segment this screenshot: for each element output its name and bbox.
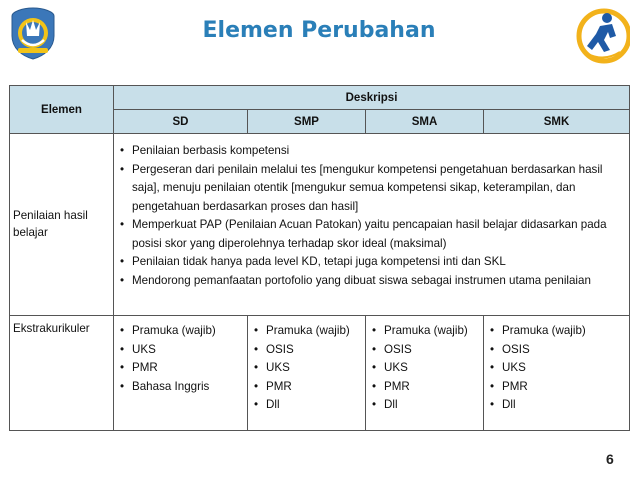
list-item: • UKS xyxy=(372,359,479,378)
ekstra-smp xyxy=(248,316,366,431)
list-item: • PMR xyxy=(120,359,243,378)
list-item: • PMR xyxy=(372,378,479,397)
list-item: • Pramuka (wajib) xyxy=(120,322,243,341)
header-elemen: Elemen xyxy=(10,86,114,134)
list-item: • Bahasa Inggris xyxy=(120,378,243,397)
list-item: • PMR xyxy=(254,378,361,397)
header-smp: SMP xyxy=(248,110,366,134)
page-title: Elemen Perubahan xyxy=(202,18,436,43)
header-deskripsi: Deskripsi xyxy=(114,86,630,110)
list-item: • OSIS xyxy=(254,341,361,360)
list-item: • UKS xyxy=(120,341,243,360)
list-item: • Dll xyxy=(490,396,625,415)
header-smk: SMK xyxy=(484,110,630,134)
list-item: • OSIS xyxy=(372,341,479,360)
list-item: • UKS xyxy=(254,359,361,378)
list-item: • Dll xyxy=(254,396,361,415)
page-number: 6 xyxy=(606,451,614,467)
elemen-table xyxy=(9,85,630,431)
list-item: • Pergeseran dari penilain melalui tes [mengukur kompetensi pengetahuan berdasarkan hasil saja], menuju penilaian otentik [mengukur semua kompetensi sikap, keterampilan, dan pengetahuan berdasarkan proses dan hasil] xyxy=(120,161,625,217)
ekstra-sd xyxy=(114,316,248,431)
list-item: • Mendorong pemanfaatan portofolio yang dibuat siswa sebagai instrumen utama penilaian xyxy=(120,272,625,291)
list-item: • Pramuka (wajib) xyxy=(490,322,625,341)
list-item: • Penilaian berbasis kompetensi xyxy=(120,142,625,161)
ekstra-sma xyxy=(366,316,484,431)
list-item: • OSIS xyxy=(490,341,625,360)
list-item: • Pramuka (wajib) xyxy=(254,322,361,341)
list-item: • UKS xyxy=(490,359,625,378)
list-item: • PMR xyxy=(490,378,625,397)
header-sma: SMA xyxy=(366,110,484,134)
list-item: • Memperkuat PAP (Penilaian Acuan Patokan) yaitu pencapaian hasil belajar didasarkan pada posisi skor yang diperolehnya terhadap skor ideal (maksimal) xyxy=(120,216,625,253)
row-label-ekstrakurikuler: Ekstrakurikuler xyxy=(10,316,114,431)
list-item: • Pramuka (wajib) xyxy=(372,322,479,341)
list-item: • Penilaian tidak hanya pada level KD, tetapi juga kompetensi inti dan SKL xyxy=(120,253,625,272)
table-row xyxy=(10,134,630,316)
list-item: • Dll xyxy=(372,396,479,415)
penilaian-description xyxy=(114,134,630,316)
row-label-penilaian: Penilaian hasil belajar xyxy=(10,134,114,316)
header-sd: SD xyxy=(114,110,248,134)
ekstra-smk xyxy=(484,316,630,431)
table-row xyxy=(10,316,630,431)
